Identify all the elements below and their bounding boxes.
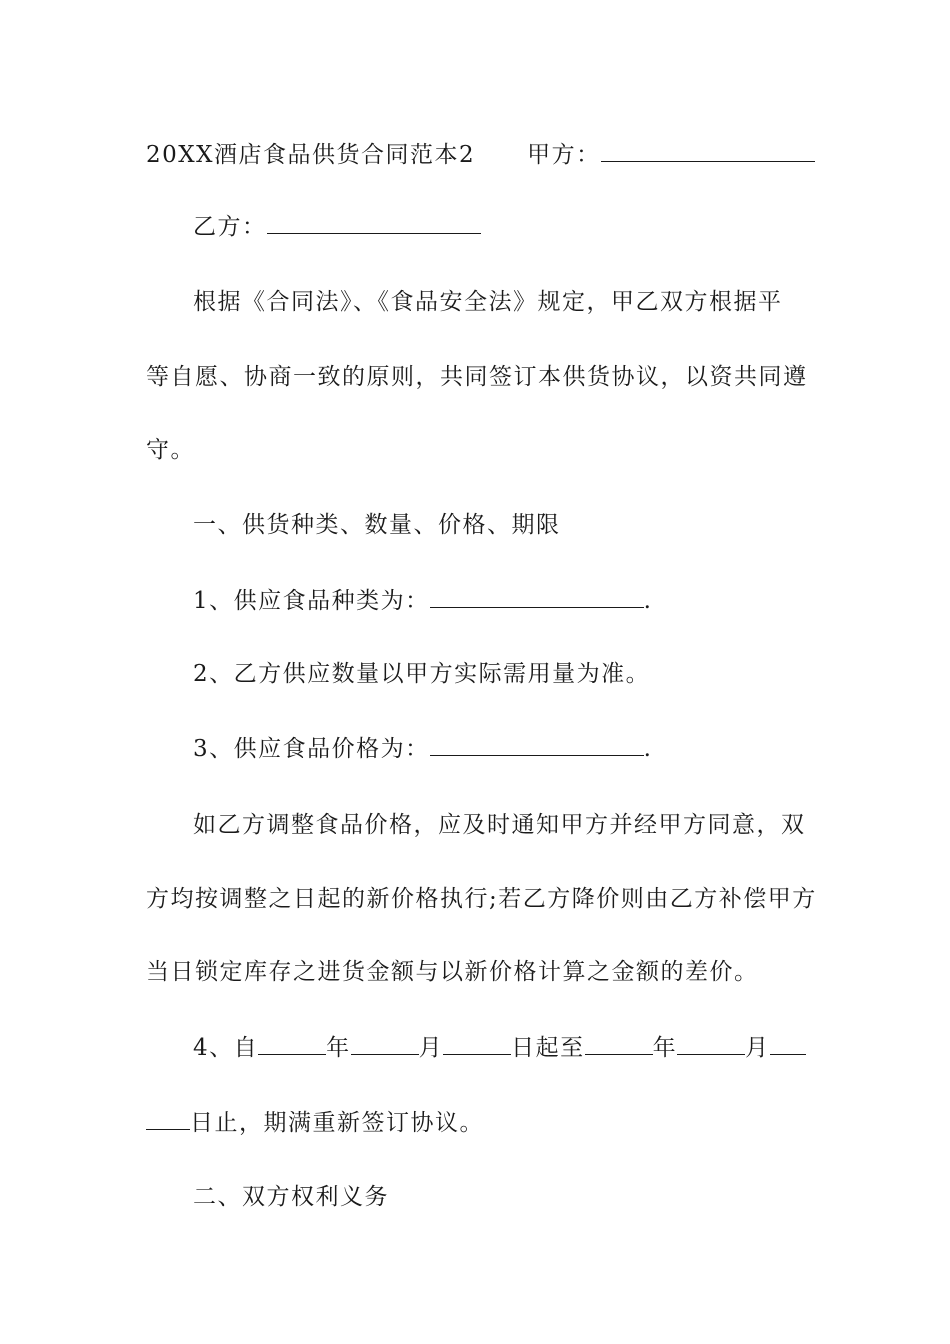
item4-end: 日止，期满重新签订协议。 (190, 1110, 484, 1136)
section1-heading: 一、供货种类、数量、价格、期限 (193, 512, 561, 538)
item3-prefix: 3、供应食品价格为： (193, 736, 430, 762)
document-title: 20XX酒店食品供货合同范本2 (146, 142, 476, 168)
party-b-blank (267, 213, 481, 234)
start-year-label: 年 (326, 1035, 351, 1061)
item4-line-continued (146, 1108, 810, 1138)
title-line (146, 140, 810, 170)
price-note-line-3: 当日锁定库存之进货金额与以新价格计算之金额的差价。 (146, 959, 759, 985)
preamble-line-2: 等自愿、协商一致的原则，共同签订本供货协议，以资共同遵 (146, 364, 808, 390)
start-year-blank (258, 1034, 326, 1055)
start-month-label: 月 (418, 1035, 444, 1061)
item3-suffix: . (643, 736, 653, 762)
start-month-blank (351, 1034, 419, 1055)
item4-line (193, 1033, 857, 1063)
start-day-label: 日起至 (511, 1035, 585, 1061)
item1-prefix: 1、供应食品种类为： (193, 588, 430, 614)
end-year-label: 年 (652, 1035, 678, 1061)
preamble-line-3: 守。 (146, 437, 195, 463)
section2-heading: 二、双方权利义务 (193, 1184, 389, 1210)
price-note-line-1: 如乙方调整食品价格，应及时通知甲方并经甲方同意，双 (193, 812, 806, 838)
end-month-blank (677, 1034, 745, 1055)
preamble-line-1: 根据《合同法》、《食品安全法》规定，甲乙双方根据平 (193, 289, 783, 315)
item2-line: 2、乙方供应数量以甲方实际需用量为准。 (193, 661, 651, 687)
item4-prefix: 4、自 (193, 1035, 259, 1061)
end-day-blank-part1 (770, 1034, 806, 1055)
item1-suffix: . (643, 588, 653, 614)
party-b-line (193, 212, 857, 242)
party-a-label: 甲方： (527, 142, 601, 168)
start-day-blank (443, 1034, 511, 1055)
end-year-blank (585, 1034, 653, 1055)
end-day-blank-part2 (146, 1109, 190, 1130)
food-type-blank (430, 587, 644, 608)
party-a-blank (601, 141, 815, 162)
food-price-blank (430, 735, 644, 756)
end-month-label: 月 (745, 1035, 770, 1061)
item3-line (193, 734, 857, 764)
party-b-label: 乙方： (193, 214, 267, 240)
price-note-line-2: 方均按调整之日起的新价格执行;若乙方降价则由乙方补偿甲方 (146, 886, 817, 912)
item1-line (193, 586, 857, 616)
